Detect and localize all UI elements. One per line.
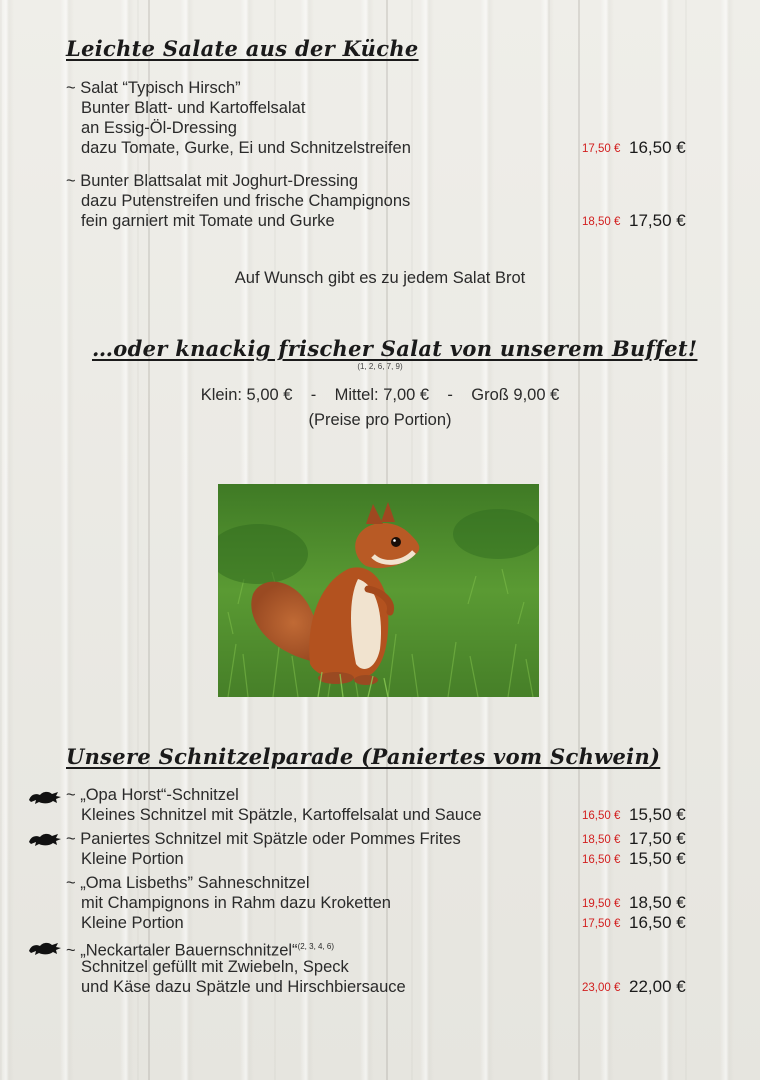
- price: 17,50 €: [629, 211, 686, 230]
- squirrel-image: [218, 484, 539, 697]
- price: 22,00 €: [629, 977, 686, 996]
- salad-item-title: ~ Bunter Blattsalat mit Joghurt-Dressing: [66, 172, 359, 190]
- schnitzel-item-title: ~ Paniertes Schnitzel mit Spätzle oder Pommes Frites: [66, 830, 461, 848]
- price: 15,50 €: [629, 805, 686, 824]
- allergens: (2, 3, 4, 6): [297, 942, 335, 951]
- salad-bread-note: Auf Wunsch gibt es zu jedem Salat Brot: [234, 269, 526, 287]
- old-price: 18,50 €: [582, 216, 621, 228]
- old-price: 23,00 €: [582, 982, 621, 994]
- schnitzel-item-sub: Kleine Portion: [81, 914, 184, 932]
- buffet-price-note: (Preise pro Portion): [308, 411, 452, 429]
- wood-seam: [578, 0, 580, 1080]
- schnitzel-item-desc: und Käse dazu Spätzle und Hirschbiersauce: [81, 978, 406, 996]
- schnitzel-item-desc: mit Champignons in Rahm dazu Kroketten: [81, 894, 391, 912]
- buffet-allergens: (1, 2, 6, 7, 9): [357, 362, 403, 371]
- old-price: 19,50 €: [582, 898, 621, 910]
- buffet-prices: Klein: 5,00 € - Mittel: 7,00 € - Groß 9,00 €: [200, 386, 560, 404]
- schnitzel-heading: Unsere Schnitzelparade (Paniertes vom Schwein): [66, 744, 661, 769]
- schnitzel-item-desc: Schnitzel gefüllt mit Zwiebeln, Speck: [81, 958, 349, 976]
- salad-item-desc: dazu Tomate, Gurke, Ei und Schnitzelstreifen: [81, 139, 411, 157]
- buffet-heading: …oder knackig frischer Salat von unserem Buffet!: [92, 336, 698, 361]
- salads-heading: Leichte Salate aus der Küche: [66, 36, 419, 61]
- old-price: 16,50 €: [582, 810, 621, 822]
- schnitzel-item-title: ~ „Oma Lisbeths” Sahneschnitzel: [66, 874, 310, 892]
- old-price: 18,50 €: [582, 834, 621, 846]
- price: 16,50 €: [629, 138, 686, 157]
- salad-item-desc: fein garniert mit Tomate und Gurke: [81, 212, 335, 230]
- salad-item-desc: an Essig-Öl-Dressing: [81, 119, 237, 137]
- salad-item-title: ~ Salat “Typisch Hirsch”: [66, 79, 241, 97]
- old-price: 17,50 €: [582, 918, 621, 930]
- schnitzel-item-sub: Kleine Portion: [81, 850, 184, 868]
- schnitzel-item-title: ~ „Opa Horst“-Schnitzel: [66, 786, 239, 804]
- schnitzel-item-title-text: ~ „Neckartaler Bauernschnitzel“: [66, 941, 298, 960]
- salad-item-desc: dazu Putenstreifen und frische Champignons: [81, 192, 411, 210]
- salad-item-desc: Bunter Blatt- und Kartoffelsalat: [81, 99, 306, 117]
- price: 18,50 €: [629, 893, 686, 912]
- schnitzel-item-desc: Kleines Schnitzel mit Spätzle, Kartoffelsalat und Sauce: [81, 806, 482, 824]
- lion-icon: [27, 939, 63, 957]
- lion-icon: [27, 830, 63, 848]
- price: 15,50 €: [629, 849, 686, 868]
- squirrel-photo: [218, 484, 539, 697]
- price: 17,50 €: [629, 829, 686, 848]
- old-price: 17,50 €: [582, 143, 621, 155]
- price: 16,50 €: [629, 913, 686, 932]
- lion-icon: [27, 788, 63, 806]
- old-price: 16,50 €: [582, 854, 621, 866]
